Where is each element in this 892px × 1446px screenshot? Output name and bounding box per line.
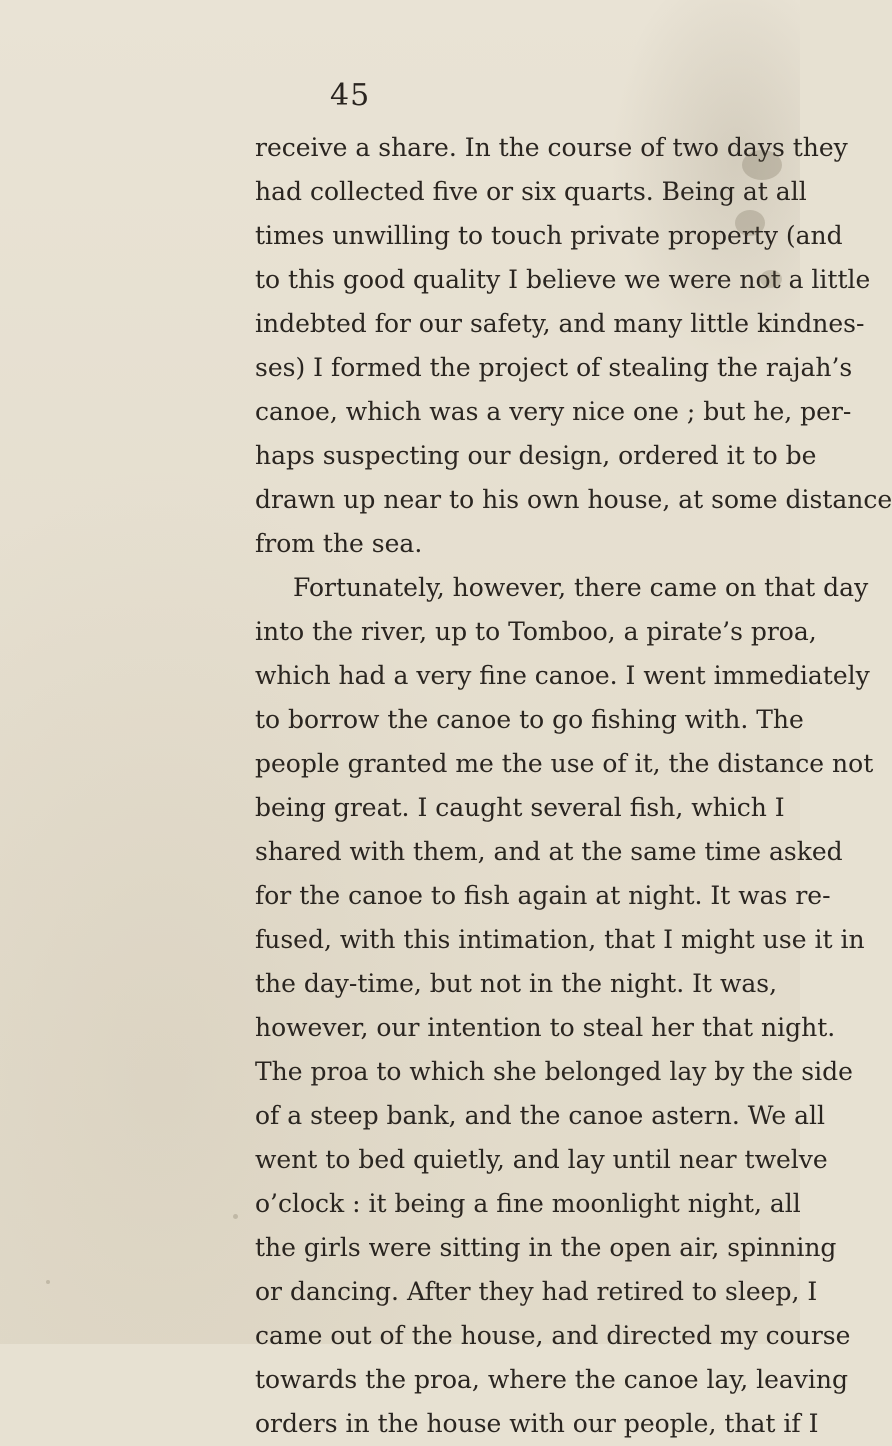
text-line: which had a very fine canoe. I went immediately bbox=[255, 661, 870, 690]
text-line: receive a share. In the course of two days they bbox=[255, 133, 848, 162]
text-line: o’clock : it being a fine moonlight night, all bbox=[255, 1189, 801, 1218]
text-line: the day-time, but not in the night. It was, bbox=[255, 969, 778, 998]
text-line: to borrow the canoe to go fishing with. The bbox=[255, 705, 804, 734]
text-line: for the canoe to fish again at night. It was re- bbox=[255, 881, 831, 910]
text-line: however, our intention to steal her that night. bbox=[255, 1013, 836, 1042]
text-line: went to bed quietly, and lay until near twelve bbox=[255, 1145, 828, 1174]
text-line: fused, with this intimation, that I might use it in bbox=[255, 925, 865, 954]
text-line: being great. I caught several fish, which I bbox=[255, 793, 785, 822]
text-line: from the sea. bbox=[255, 529, 423, 558]
paper-stain bbox=[742, 150, 782, 180]
text-line: to this good quality I believe we were not a little bbox=[255, 265, 871, 294]
paper-stain bbox=[233, 1214, 238, 1219]
text-line: or dancing. After they had retired to sleep, I bbox=[255, 1277, 818, 1306]
text-line: people granted me the use of it, the distance not bbox=[255, 749, 874, 778]
paper-stain bbox=[46, 1280, 50, 1284]
text-line: The proa to which she belonged lay by the side bbox=[255, 1057, 853, 1086]
text-line: towards the proa, where the canoe lay, leaving bbox=[255, 1365, 849, 1394]
text-line: of a steep bank, and the canoe astern. We all bbox=[255, 1101, 826, 1130]
text-line: shared with them, and at the same time asked bbox=[255, 837, 843, 866]
page-number: 45 bbox=[330, 78, 371, 113]
text-line: Fortunately, however, there came on that day bbox=[293, 573, 869, 602]
text-line: drawn up near to his own house, at some distance bbox=[255, 485, 892, 514]
paper-stain bbox=[735, 210, 765, 236]
text-line: canoe, which was a very nice one ; but he, per- bbox=[255, 397, 852, 426]
text-line: had collected five or six quarts. Being at all bbox=[255, 177, 807, 206]
text-line: came out of the house, and directed my course bbox=[255, 1321, 851, 1350]
text-line: the girls were sitting in the open air, spinning bbox=[255, 1233, 837, 1262]
text-line: into the river, up to Tomboo, a pirate’s proa, bbox=[255, 617, 817, 646]
text-line: haps suspecting our design, ordered it to be bbox=[255, 441, 817, 470]
text-line: orders in the house with our people, that if I bbox=[255, 1409, 819, 1438]
text-line: ses) I formed the project of stealing the rajah’s bbox=[255, 353, 853, 382]
text-line: indebted for our safety, and many little kindnes- bbox=[255, 309, 865, 338]
text-line: times unwilling to touch private property (and bbox=[255, 221, 843, 250]
body-text bbox=[255, 126, 892, 1446]
paper-stain bbox=[760, 270, 782, 288]
